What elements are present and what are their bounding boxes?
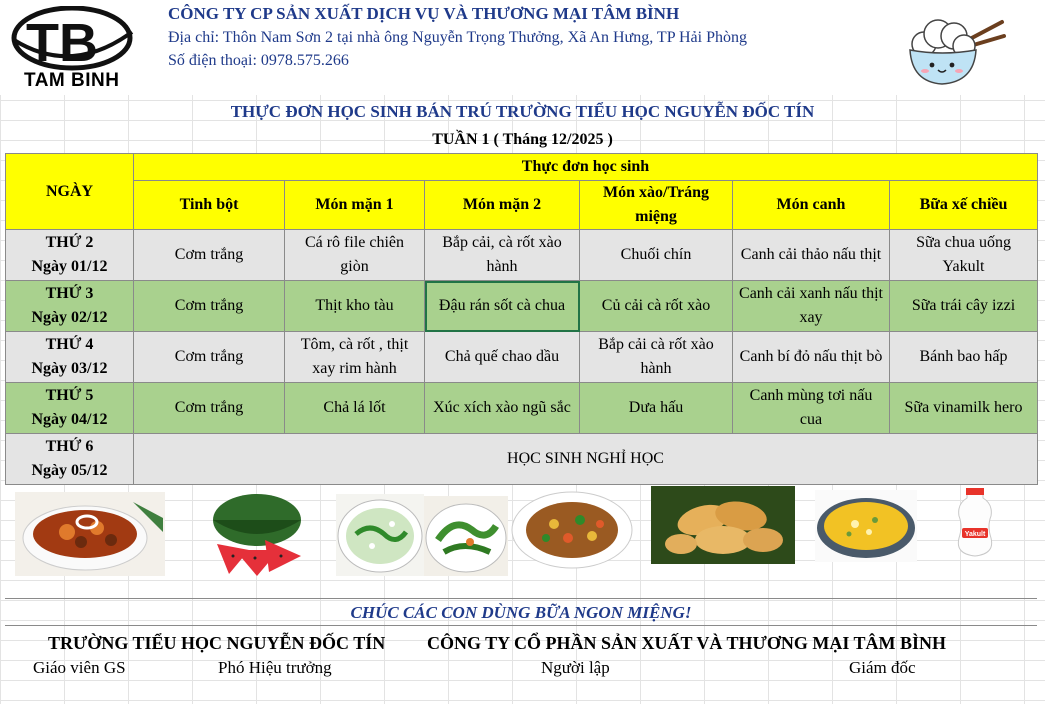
day-cell[interactable] (6, 434, 134, 485)
menu-cell[interactable]: Củ cải cà rốt xào (580, 281, 733, 332)
menu-cell[interactable]: Cơm trắng (134, 332, 285, 383)
menu-cell[interactable]: Chả quế chao dầu (425, 332, 580, 383)
column-header[interactable]: Tinh bột (134, 181, 285, 230)
menu-cell[interactable]: Cơm trắng (134, 230, 285, 281)
mixed-vegetables-icon[interactable] (510, 488, 634, 572)
day-name: THỨ 2 (45, 234, 94, 251)
company-header (0, 0, 1045, 95)
day-name: THỨ 6 (45, 438, 94, 455)
menu-cell[interactable]: Canh mùng tơi nấu cua (733, 383, 890, 434)
day-cell[interactable] (6, 383, 134, 434)
yakult-bottle-icon[interactable] (953, 486, 997, 558)
menu-cell[interactable]: Cơm trắng (134, 383, 285, 434)
menu-group-header[interactable]: Thực đơn học sinh (134, 154, 1038, 181)
menu-cell[interactable]: Canh bí đỏ nấu thịt bò (733, 332, 890, 383)
day-date: Ngày 02/12 (31, 309, 108, 326)
menu-cell[interactable]: Dưa hấu (580, 383, 733, 434)
menu-cell[interactable]: Xúc xích xào ngũ sắc (425, 383, 580, 434)
logo-letters: TB (26, 13, 98, 73)
company-name: CÔNG TY CP SẢN XUẤT DỊCH VỤ VÀ THƯƠNG MẠI TÂM BÌNH (168, 4, 680, 23)
menu-cell[interactable]: Tôm, cà rốt , thịt xay rim hành (285, 332, 425, 383)
company-address: Địa chỉ: Thôn Nam Sơn 2 tại nhà ông Nguyễn Trọng Thưởng, Xã An Hưng, TP Hải Phòng (168, 29, 747, 46)
logo-name: TAM BINH (24, 70, 120, 91)
school-name: TRƯỜNG TIỂU HỌC NGUYỄN ĐỐC TÍN (48, 633, 386, 653)
day-name: THỨ 3 (45, 285, 94, 302)
day-date: Ngày 05/12 (31, 462, 108, 479)
column-header[interactable]: Món mặn 1 (285, 181, 425, 230)
column-header[interactable]: Bữa xế chiều (890, 181, 1038, 230)
director-signature-label: Giám đốc (849, 658, 916, 677)
menu-cell[interactable]: Cơm trắng (134, 281, 285, 332)
selected-menu-cell[interactable]: Đậu rán sốt cà chua (425, 281, 580, 332)
menu-cell[interactable]: Chuối chín (580, 230, 733, 281)
menu-title: THỰC ĐƠN HỌC SINH BÁN TRÚ TRƯỜNG TIỂU HỌC NGUYỄN ĐỐC TÍN (230, 102, 815, 121)
day-name: THỨ 4 (45, 336, 94, 353)
watermelon-icon[interactable] (205, 490, 305, 578)
menu-cell[interactable]: Chả lá lốt (285, 383, 425, 434)
day-column-header[interactable]: NGÀY (6, 154, 134, 230)
company-full-name: CÔNG TY CỔ PHẦN SẢN XUẤT VÀ THƯƠNG MẠI TÂM BÌNH (427, 633, 947, 653)
table-row (6, 281, 1038, 332)
day-date: Ngày 03/12 (31, 360, 108, 377)
teacher-signature-label: Giáo viên GS (33, 658, 126, 677)
menu-cell[interactable]: Sữa vinamilk hero (890, 383, 1038, 434)
table-row (6, 332, 1038, 383)
menu-cell[interactable]: Cá rô file chiên giòn (285, 230, 425, 281)
column-header[interactable]: Món canh (733, 181, 890, 230)
menu-cell[interactable]: Sữa chua uống Yakult (890, 230, 1038, 281)
food-photos (0, 484, 1045, 596)
day-date: Ngày 04/12 (31, 411, 108, 428)
column-header[interactable]: Món xào/Tráng miệng (580, 181, 733, 230)
day-name: THỨ 5 (45, 387, 94, 404)
pumpkin-soup-icon[interactable] (815, 490, 917, 562)
rice-bowl-icon (898, 10, 1008, 90)
holiday-cell[interactable]: HỌC SINH NGHỈ HỌC (134, 434, 1038, 485)
closing-wish: CHÚC CÁC CON DÙNG BỮA NGON MIỆNG! (5, 598, 1037, 626)
vice-principal-signature-label: Phó Hiệu trưởng (218, 658, 332, 677)
greens-soup-icon[interactable] (336, 494, 424, 576)
fried-fish-icon[interactable] (651, 486, 795, 564)
menu-cell[interactable]: Bắp cải cà rốt xào hành (580, 332, 733, 383)
column-header[interactable]: Món mặn 2 (425, 181, 580, 230)
day-cell[interactable] (6, 332, 134, 383)
day-date: Ngày 01/12 (31, 258, 108, 275)
day-cell[interactable] (6, 230, 134, 281)
beef-stew-icon[interactable] (15, 492, 165, 576)
table-row (6, 383, 1038, 434)
table-row (6, 230, 1038, 281)
week-title: TUẦN 1 ( Tháng 12/2025 ) (432, 131, 613, 148)
yakult-label: Yakult (964, 531, 986, 538)
preparer-signature-label: Người lập (541, 658, 610, 677)
menu-cell[interactable]: Bánh bao hấp (890, 332, 1038, 383)
menu-cell[interactable]: Canh cải xanh nấu thịt xay (733, 281, 890, 332)
table-row (6, 434, 1038, 485)
company-phone: Số điện thoại: 0978.575.266 (168, 52, 349, 69)
menu-cell[interactable]: Sữa trái cây izzi (890, 281, 1038, 332)
menu-cell[interactable]: Thịt kho tàu (285, 281, 425, 332)
day-cell[interactable] (6, 281, 134, 332)
menu-cell[interactable]: Bắp cải, cà rốt xào hành (425, 230, 580, 281)
menu-cell[interactable]: Canh cải thảo nấu thịt (733, 230, 890, 281)
stir-fried-greens-icon[interactable] (424, 496, 508, 576)
menu-table (5, 153, 1038, 485)
